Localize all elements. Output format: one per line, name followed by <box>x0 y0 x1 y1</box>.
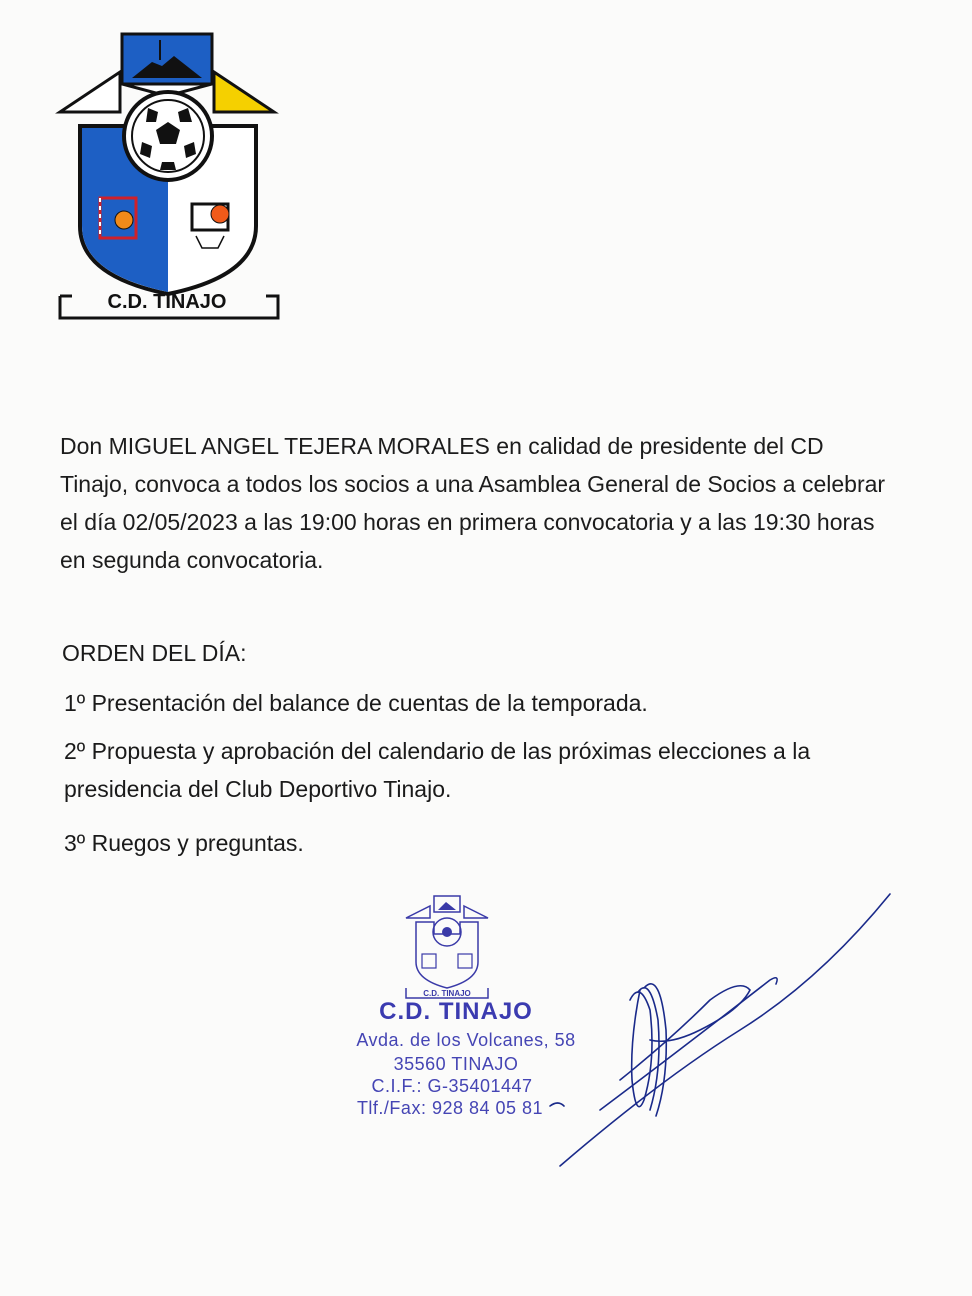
agenda-heading: ORDEN DEL DÍA: <box>62 640 247 666</box>
stamp-address: Avda. de los Volcanes, 58 <box>356 1030 576 1050</box>
convocation-text: Don MIGUEL ANGEL TEJERA MORALES en calidad de presidente del CD Tinajo, convoca a todos los socios a una Asamblea General de Socios a celebrar el día 02/05/2023 a las 19:00 horas en primera convocatoria y a las 19:30 horas en segunda convocatoria. <box>60 433 886 573</box>
agenda-item-1: 1º Presentación del balance de cuentas de la temporada. <box>64 690 648 716</box>
stamp-postal: 35560 TINAJO <box>393 1054 519 1074</box>
stamp-phone: Tlf./Fax: 928 84 05 81 <box>356 1098 544 1118</box>
club-crest-logo <box>52 26 284 322</box>
stamp-title: C.D. TINAJO <box>379 998 533 1025</box>
volcano-emblem <box>122 34 212 96</box>
white-flag-triangle <box>60 72 120 112</box>
convocation-paragraph <box>60 427 890 579</box>
svg-text:C.D. TINAJO: C.D. TINAJO <box>423 989 471 998</box>
agenda-item-3: 3º Ruegos y preguntas. <box>64 830 304 856</box>
yellow-flag-triangle <box>214 72 274 112</box>
agenda-item-2: 2º Propuesta y aprobación del calendario de las próximas elecciones a la presidencia del Club Deportivo Tinajo. <box>64 738 811 802</box>
president-signature <box>540 880 900 1180</box>
club-logo-name: C.D. TINAJO <box>107 291 227 313</box>
stamp-crest-icon <box>404 892 490 1004</box>
stamp-cif: C.I.F.: G-35401447 <box>371 1076 533 1096</box>
